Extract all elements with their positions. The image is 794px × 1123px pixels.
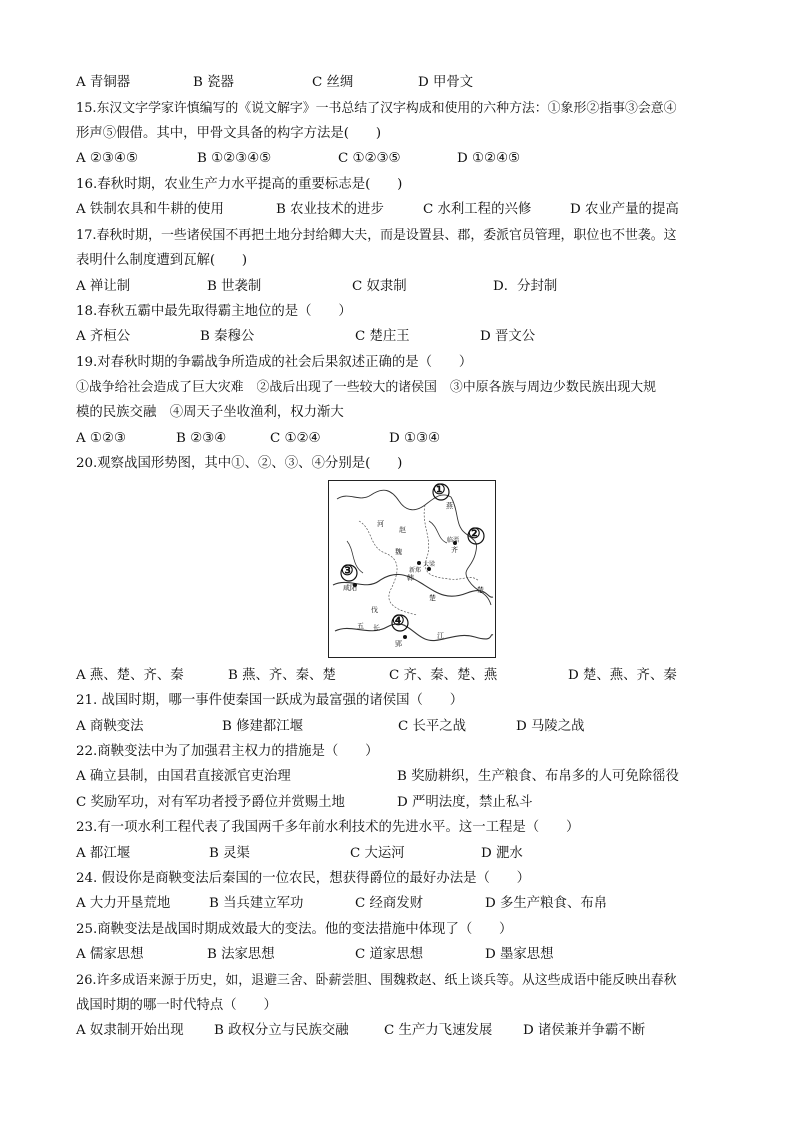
map-marker-2: ② <box>468 526 481 542</box>
map-label-xianyang: 咸阳 <box>343 584 357 592</box>
q18-option-a[interactable]: A 齐桓公 <box>76 329 131 344</box>
q20-option-a[interactable]: A 燕、楚、齐、秦 <box>76 668 184 683</box>
q22-option-a[interactable]: A 确立县制，由国君直接派官吏治理 <box>76 769 291 784</box>
q21-option-b[interactable]: B 修建都江堰 <box>222 719 304 734</box>
q15-option-c[interactable]: C ①②③⑤ <box>338 151 401 166</box>
q17-option-c[interactable]: C 奴隶制 <box>352 279 407 294</box>
q26-option-d[interactable]: D 诸侯兼并争霸不断 <box>523 1023 646 1038</box>
q22-option-c[interactable]: C 奖励军功，对有军功者授予爵位并赏赐土地 <box>76 795 345 810</box>
q25-stem: 25.商鞅变法是战国时期成效最大的变法。他的变法措施中体现了（ ） <box>76 922 513 937</box>
q20-option-c[interactable]: C 齐、秦、楚、燕 <box>389 668 498 683</box>
q21-option-d[interactable]: D 马陵之战 <box>516 719 585 734</box>
map-label-han: 韩 <box>407 574 414 582</box>
q23-option-d[interactable]: D 淝水 <box>481 846 523 861</box>
q26-option-b[interactable]: B 政权分立与民族交融 <box>214 1023 349 1038</box>
q17-option-a[interactable]: A 禅让制 <box>76 279 131 294</box>
map-label-chu-2: 楚 <box>429 594 436 602</box>
map-label-xinzheng: 新郑 <box>409 567 422 574</box>
q25-option-c[interactable]: C 道家思想 <box>355 947 424 962</box>
q24-option-c[interactable]: C 经商发财 <box>355 896 424 911</box>
q26-option-c[interactable]: C 生产力飞速发展 <box>384 1023 493 1038</box>
q21-stem: 21. 战国时期，哪一事件使秦国一跃成为最富强的诸侯国（ ） <box>76 693 464 708</box>
q23-option-c[interactable]: C 大运河 <box>350 846 405 861</box>
q26-stem-line1: 26.许多成语来源于历史，如，退避三舍、卧薪尝胆、围魏救赵、纸上谈兵等。从这些成语中能反映出春秋 <box>76 973 677 988</box>
q24-option-b[interactable]: B 当兵建立军功 <box>209 896 304 911</box>
q14-option-a[interactable]: A 青铜器 <box>76 75 131 90</box>
q15-option-b[interactable]: B ①②③④⑤ <box>197 151 272 166</box>
q22-stem: 22.商鞅变法中为了加强君主权力的措施是（ ） <box>76 744 379 759</box>
map-marker-4: ④ <box>392 613 405 629</box>
q17-stem-line2: 表明什么制度遭到瓦解( ) <box>76 253 248 268</box>
q14-option-d[interactable]: D 甲骨文 <box>418 75 474 90</box>
q16-option-a[interactable]: A 铁制农具和牛耕的使用 <box>76 202 224 217</box>
map-label-ying: 郢 <box>395 640 402 648</box>
q18-option-b[interactable]: B 秦穆公 <box>200 329 255 344</box>
q14-option-b[interactable]: B 瓷器 <box>193 75 234 90</box>
q18-option-d[interactable]: D 晋文公 <box>480 329 536 344</box>
q19-statements-line2: 模的民族交融 ④周天子坐收渔利，权力渐大 <box>76 405 344 420</box>
q15-stem-line1: 15.东汉文字学家许慎编写的《说文解字》一书总结了汉字构成和使用的六种方法：①象形②指事③会意④ <box>76 101 677 116</box>
map-label-chang: 长 <box>373 624 380 632</box>
q18-stem: 18.春秋五霸中最先取得霸主地位的是（ ） <box>76 304 352 319</box>
map-label-yan: 燕 <box>446 502 453 510</box>
map-label-chu: 楚 <box>477 586 484 594</box>
q26-option-a[interactable]: A 奴隶制开始出现 <box>76 1023 184 1038</box>
q17-option-b[interactable]: B 世袭制 <box>207 279 262 294</box>
q16-option-c[interactable]: C 水利工程的兴修 <box>423 202 532 217</box>
map-label-wei: 魏 <box>395 548 402 556</box>
q21-option-c[interactable]: C 长平之战 <box>398 719 467 734</box>
q16-stem: 16.春秋时期，农业生产力水平提高的重要标志是( ) <box>76 177 403 192</box>
q19-option-a[interactable]: A ①②③ <box>76 431 126 446</box>
q19-statements-line1: ①战争给社会造成了巨大灾难 ②战后出现了一些较大的诸侯国 ③中原各族与周边少数民族出现大规 <box>76 380 657 395</box>
map-marker-3: ③ <box>341 563 354 579</box>
q24-option-d[interactable]: D 多生产粮食、布帛 <box>485 896 608 911</box>
map-label-wu: 五 <box>357 622 364 630</box>
q17-option-d[interactable]: D．分封制 <box>493 279 558 294</box>
q23-option-a[interactable]: A 都江堰 <box>76 846 131 861</box>
q17-stem-line1: 17.春秋时期，一些诸侯国不再把土地分封给卿大夫，而是设置县、郡，委派官员管理，职位也不世袭。这 <box>76 228 677 243</box>
q15-option-a[interactable]: A ②③④⑤ <box>76 151 138 166</box>
q19-option-d[interactable]: D ①③④ <box>389 431 441 446</box>
q18-option-c[interactable]: C 楚庄王 <box>355 329 410 344</box>
q20-option-d[interactable]: D 楚、燕、齐、秦 <box>568 668 677 683</box>
q14-option-c[interactable]: C 丝绸 <box>312 75 354 90</box>
q23-option-b[interactable]: B 灵渠 <box>209 846 250 861</box>
q19-option-c[interactable]: C ①②④ <box>270 431 321 446</box>
map-label-fa: 伐 <box>371 606 378 614</box>
q25-option-d[interactable]: D 墨家思想 <box>485 947 554 962</box>
map-label-he: 河 <box>377 520 384 528</box>
q16-option-b[interactable]: B 农业技术的进步 <box>276 202 384 217</box>
q15-stem-line2: 形声⑤假借。其中，甲骨文具备的构字方法是( ) <box>76 126 382 141</box>
map-label-linzi: 临淄 <box>447 537 460 544</box>
q25-option-a[interactable]: A 儒家思想 <box>76 947 144 962</box>
q23-stem: 23.有一项水利工程代表了我国两千多年前水利技术的先进水平。这一工程是（ ） <box>76 820 580 835</box>
map-marker-1: ① <box>433 482 446 498</box>
q15-option-d[interactable]: D ①②④⑤ <box>457 151 521 166</box>
map-label-zhao: 赵 <box>399 526 406 534</box>
warring-states-map <box>328 480 496 658</box>
q20-stem: 20.观察战国形势图，其中①、②、③、④分别是( ) <box>76 456 403 471</box>
map-label-daliang: 大梁 <box>423 561 436 568</box>
q19-stem: 19.对春秋时期的争霸战争所造成的社会后果叙述正确的是（ ） <box>76 355 473 370</box>
q22-option-d[interactable]: D 严明法度，禁止私斗 <box>397 795 533 810</box>
q21-option-a[interactable]: A 商鞅变法 <box>76 719 144 734</box>
map-label-jiang: 江 <box>437 632 444 640</box>
q19-option-b[interactable]: B ②③④ <box>176 431 227 446</box>
q20-option-b[interactable]: B 燕、齐、秦、楚 <box>228 668 336 683</box>
q24-stem: 24. 假设你是商鞅变法后秦国的一位农民，想获得爵位的最好办法是（ ） <box>76 871 531 886</box>
q26-stem-line2: 战国时期的哪一时代特点（ ） <box>76 998 277 1013</box>
q25-option-b[interactable]: B 法家思想 <box>207 947 275 962</box>
q16-option-d[interactable]: D 农业产量的提高 <box>570 202 679 217</box>
q22-option-b[interactable]: B 奖励耕织，生产粮食、布帛多的人可免除徭役 <box>397 769 679 784</box>
q24-option-a[interactable]: A 大力开垦荒地 <box>76 896 171 911</box>
map-label-qi: 齐 <box>451 546 458 554</box>
